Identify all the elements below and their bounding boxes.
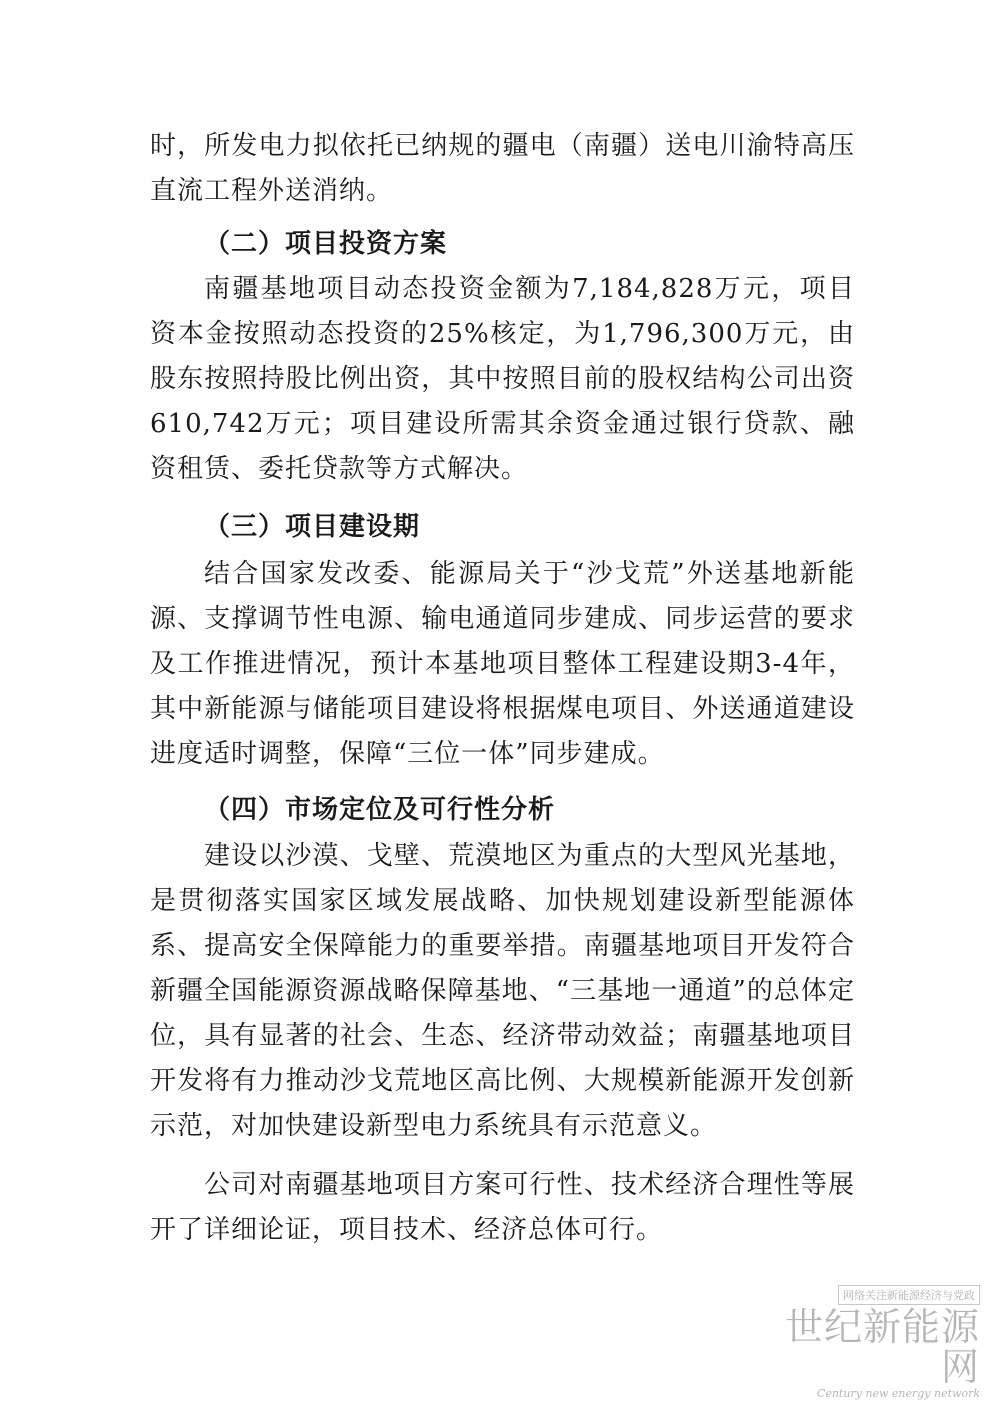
paragraph-market: 建设以沙漠、戈壁、荒漠地区为重点的大型风光基地，是贯彻落实国家区域发展战略、加快规划建设新型能源体系、提高安全保障能力的重要举措。南疆基地项目开发符合新疆全国能源资源战略保障基地、“三基地一通道”的总体定位，具有显著的社会、生态、经济带动效益；南疆基地项目开发将有力推动沙戈荒地区高比例、大规模新能源开发创新示范，对加快建设新型电力系统具有示范意义。 [150, 841, 855, 1141]
paragraph-investment: 南疆基地项目动态投资金额为7,184,828万元，项目资本金按照动态投资的25%核定，为1,796,300万元，由股东按照持股比例出资，其中按照目前的股权结构公司出资610,742万元；项目建设所需其余资金通过银行贷款、融资租赁、委托贷款等方式解决。 [150, 274, 855, 484]
watermark-logo [770, 1284, 980, 1400]
watermark-title: 世纪新能源网 [784, 1305, 980, 1389]
section-heading-construction-period: （三）项目建设期 [204, 512, 421, 542]
paragraph-conclusion: 公司对南疆基地项目方案可行性、技术经济合理性等展开了详细论证，项目技术、经济总体可行。 [150, 1170, 855, 1245]
paragraph-construction: 结合国家发改委、能源局关于“沙戈荒”外送基地新能源、支撑调节性电源、输电通道同步建成、同步运营的要求及工作推进情况，预计本基地项目整体工程建设期3-4年，其中新能源与储能项目建设将根据煤电项目、外送通道建设进度适时调整，保障“三位一体”同步建成。 [150, 559, 855, 769]
paragraph-continuation: 时，所发电力拟依托已纳规的疆电（南疆）送电川渝特高压直流工程外送消纳。 [150, 131, 855, 206]
section-heading-market-feasibility: （四）市场定位及可行性分析 [204, 795, 556, 825]
section-heading-investment-plan: （二）项目投资方案 [204, 229, 448, 259]
watermark-subtitle: Century new energy network [816, 1387, 980, 1400]
watermark-tagline: 网络关注新能源经济与党政 [838, 1285, 980, 1305]
